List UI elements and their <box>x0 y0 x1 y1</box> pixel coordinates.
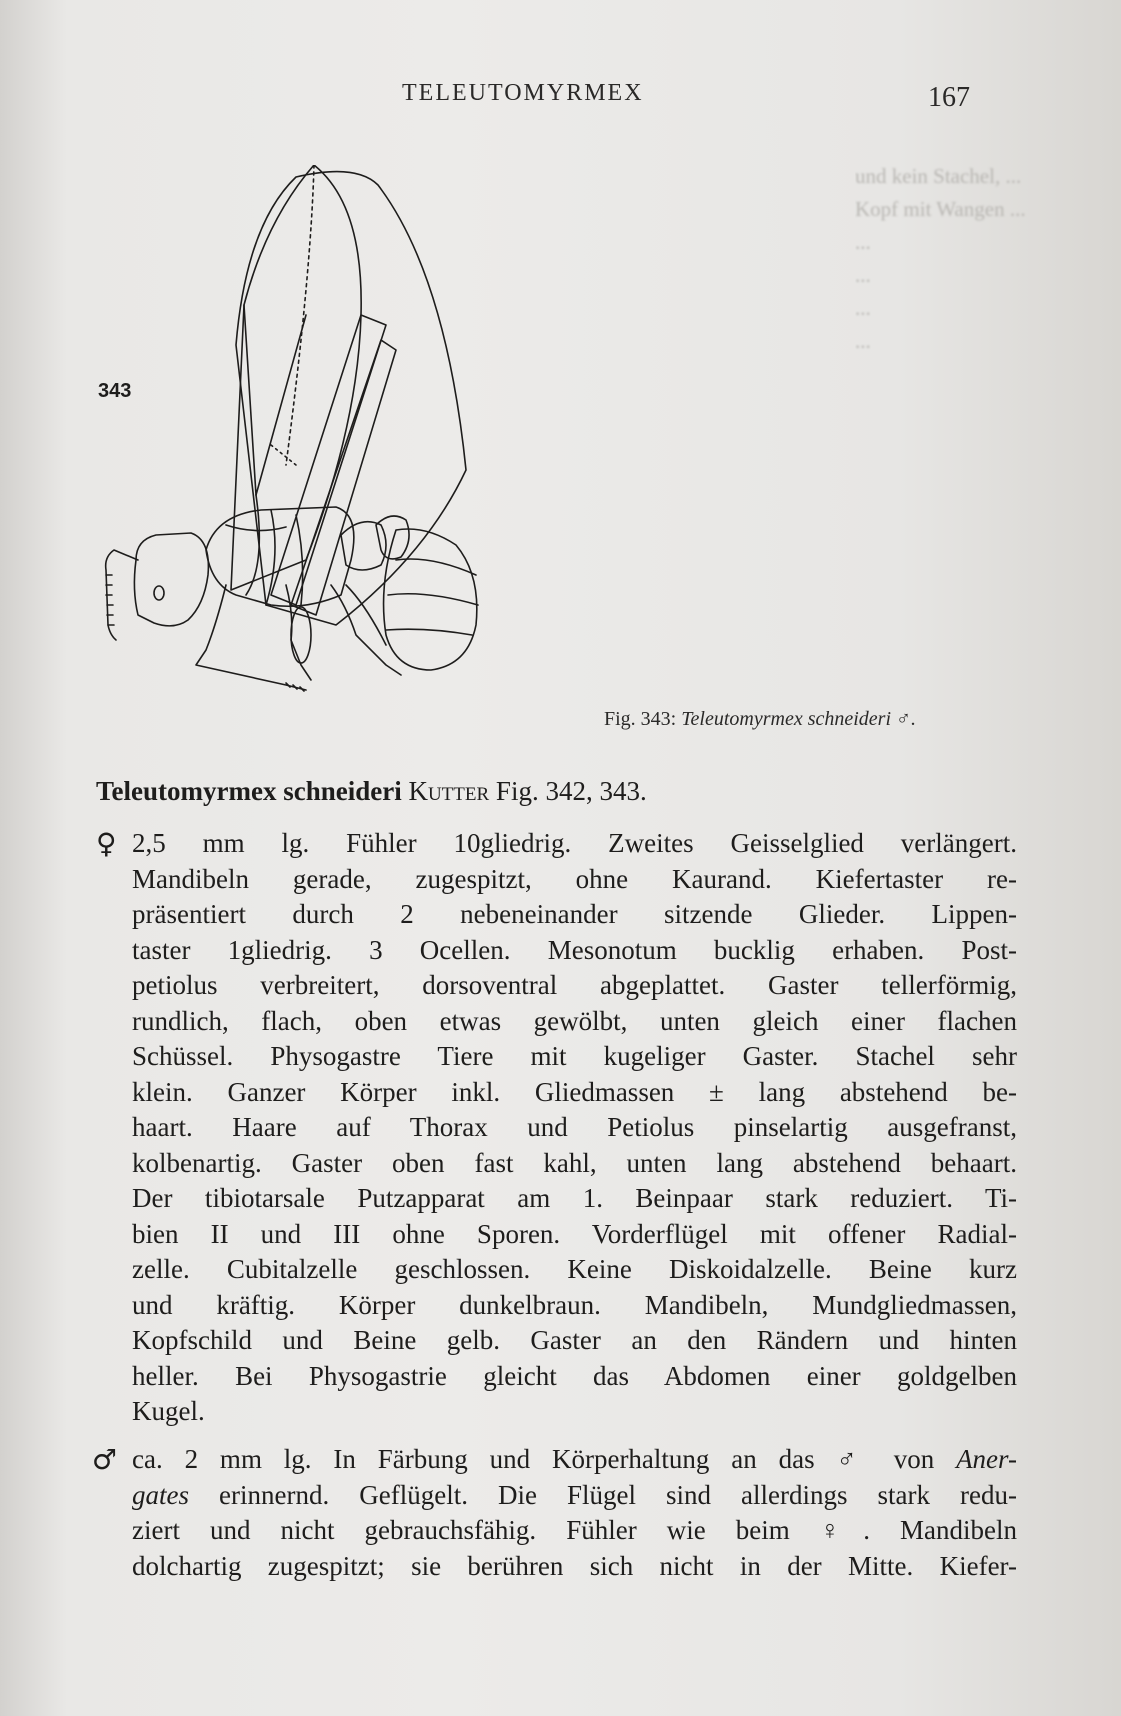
figure-reference: Fig. 342, 343. <box>489 776 647 806</box>
species-author: Kutter <box>408 776 490 806</box>
head <box>134 533 208 626</box>
figure-caption: Fig. 343: Teleutomyrmex schneideri ♂. <box>604 708 917 730</box>
text-line: Der tibiotarsale Putzapparat am 1. Beinpaar stark reduziert. Ti- <box>132 1183 1017 1213</box>
text-line: rundlich, flach, oben etwas gewölbt, unten gleich einer flachen <box>132 1005 1017 1036</box>
text-line: haart. Haare auf Thorax und Petiolus pinselartig ausgefranst, <box>132 1112 1017 1142</box>
text-line: ziert und nicht gebrauchsfähig. Fühler wie beim ♀. Mandibeln <box>132 1515 1017 1545</box>
text-line: 2,5 mm lg. Fühler 10gliedrig. Zweites Geisselglied verlängert. <box>132 828 1017 858</box>
text-line: zelle. Cubitalzelle geschlossen. Keine Diskoidalzelle. Beine kurz <box>132 1254 1017 1284</box>
male-description <box>132 1442 1017 1584</box>
text-line: gates erinnernd. Geflügelt. Die Flügel sind allerdings stark redu- <box>132 1479 1017 1510</box>
text-line: und kräftig. Körper dunkelbraun. Mandibeln, Mundgliedmassen, <box>132 1289 1017 1320</box>
petiole <box>341 522 386 570</box>
postpetiole <box>376 516 409 559</box>
text-line: bien II und III ohne Sporen. Vorderflügel mit offener Radial- <box>132 1218 1017 1249</box>
running-title: TELEUTOMYRMEX <box>402 80 644 106</box>
text-line: heller. Bei Physogastrie gleicht das Abdomen einer goldgelben <box>132 1360 1017 1391</box>
wing-vein <box>286 165 314 465</box>
gaster-segment <box>386 559 478 635</box>
ant-illustration <box>96 165 526 745</box>
male-symbol-icon: ♂ <box>92 1443 118 1476</box>
text-line: dolchartig zugespitzt; sie berühren sich nicht in der Mitte. Kiefer- <box>132 1550 1017 1581</box>
text-line: Kugel. <box>132 1396 205 1426</box>
text-line: klein. Ganzer Körper inkl. Gliedmassen ± lang abstehend be- <box>132 1076 1017 1107</box>
female-description <box>132 826 1017 1430</box>
wing-strip <box>271 315 386 605</box>
text-line: Schüssel. Physogastre Tiere mit kugeliger Gaster. Stachel sehr <box>132 1041 1017 1071</box>
text-line: präsentiert durch 2 nebeneinander sitzende Glieder. Lippen- <box>132 899 1017 929</box>
female-symbol-icon: ♀ <box>96 827 117 860</box>
text-line: kolbenartig. Gaster oben fast kahl, unten lang abstehend behaart. <box>132 1147 1017 1178</box>
bleed-through-text: und kein Stachel, ... Kopf mit Wangen ... ... ... ... ... <box>855 164 1026 353</box>
text-line: petiolus verbreitert, dorsoventral abgeplattet. Gaster tellerförmig, <box>132 970 1017 1000</box>
leg-hind-tibia <box>346 585 386 645</box>
species-name: Teleutomyrmex schneideri <box>96 776 402 806</box>
text-line: Kopfschild und Beine gelb. Gaster an den Rändern und hinten <box>132 1325 1017 1355</box>
text-line: taster 1gliedrig. 3 Ocellen. Mesonotum bucklig erhaben. Post- <box>132 934 1017 965</box>
thorax <box>206 507 354 606</box>
species-heading <box>96 776 647 807</box>
figure-number: 343 <box>98 380 132 402</box>
text-line: Mandibeln gerade, zugespitzt, ohne Kaurand. Kiefertaster re- <box>132 863 1017 894</box>
page-number: 167 <box>928 82 970 113</box>
leg-front-tarsus <box>286 683 304 691</box>
eye <box>154 586 164 600</box>
text-line: ca. 2 mm lg. In Färbung und Körperhaltung an das ♂ von Aner- <box>132 1444 1017 1474</box>
wing-vein <box>271 445 296 465</box>
wing-vein <box>256 315 306 495</box>
gaster <box>384 529 477 670</box>
